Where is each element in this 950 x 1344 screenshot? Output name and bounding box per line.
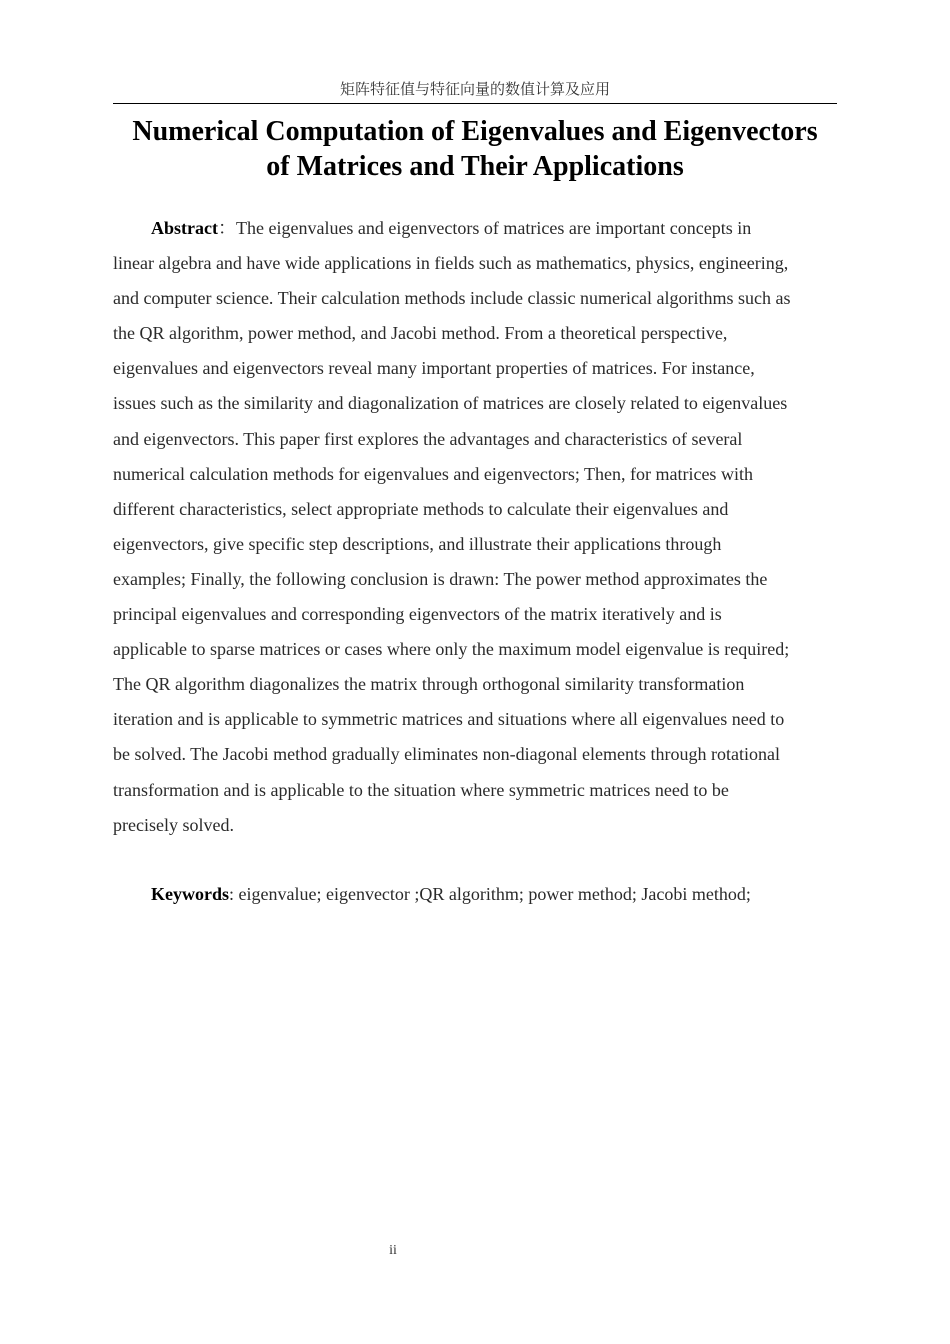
abstract-line: applicable to sparse matrices or cases where only the maximum model eigenvalue is required; <box>113 639 790 660</box>
abstract-line: linear algebra and have wide applications in fields such as mathematics, physics, engineering, <box>113 253 789 274</box>
abstract-line: iteration and is applicable to symmetric matrices and situations where all eigenvalues need to <box>113 709 785 730</box>
abstract-line: The QR algorithm diagonalizes the matrix through orthogonal similarity transformation <box>113 674 745 695</box>
abstract-line: different characteristics, select appropriate methods to calculate their eigenvalues and <box>113 498 729 519</box>
abstract-line: issues such as the similarity and diagonalization of matrices are closely related to eigenvalues <box>113 393 788 414</box>
abstract-line: the QR algorithm, power method, and Jacobi method. From a theoretical perspective, <box>113 323 728 344</box>
paper-title-line-1: Numerical Computation of Eigenvalues and Eigenvectors <box>132 116 818 147</box>
abstract-body <box>113 211 837 843</box>
abstract-line: numerical calculation methods for eigenvalues and eigenvectors; Then, for matrices with <box>113 463 753 484</box>
header-rule <box>113 103 837 104</box>
abstract-separator: ： <box>217 218 236 238</box>
keywords-text: : eigenvalue; eigenvector ;QR algorithm; power method; Jacobi method; <box>229 884 751 904</box>
abstract-line-text: The eigenvalues and eigenvectors of matrices are important concepts in <box>235 218 752 238</box>
abstract-line: eigenvectors, give specific step descriptions, and illustrate their applications through <box>113 533 722 554</box>
page-number: ii <box>389 1243 397 1258</box>
abstract-line: principal eigenvalues and corresponding eigenvectors of the matrix iteratively and is <box>113 604 722 625</box>
keywords-line <box>151 877 841 912</box>
abstract-line: examples; Finally, the following conclusion is drawn: The power method approximates the <box>113 568 768 589</box>
abstract-line: transformation and is applicable to the situation where symmetric matrices need to be <box>113 779 729 800</box>
abstract-line: precisely solved. <box>113 814 234 835</box>
paper-title-line-2: of Matrices and Their Applications <box>266 151 684 182</box>
keywords-label: Keywords <box>151 884 229 904</box>
paper-title <box>100 114 850 184</box>
abstract-label: Abstract <box>151 218 218 238</box>
abstract-line: and computer science. Their calculation methods include classic numerical algorithms such as <box>113 288 791 309</box>
abstract-line: eigenvalues and eigenvectors reveal many important properties of matrices. For instance, <box>113 358 755 379</box>
abstract-line: be solved. The Jacobi method gradually eliminates non-diagonal elements through rotational <box>113 744 780 765</box>
abstract-line <box>113 211 837 246</box>
abstract-line: and eigenvectors. This paper first explores the advantages and characteristics of several <box>113 428 743 449</box>
running-header: 矩阵特征值与特征向量的数值计算及应用 <box>339 80 610 98</box>
